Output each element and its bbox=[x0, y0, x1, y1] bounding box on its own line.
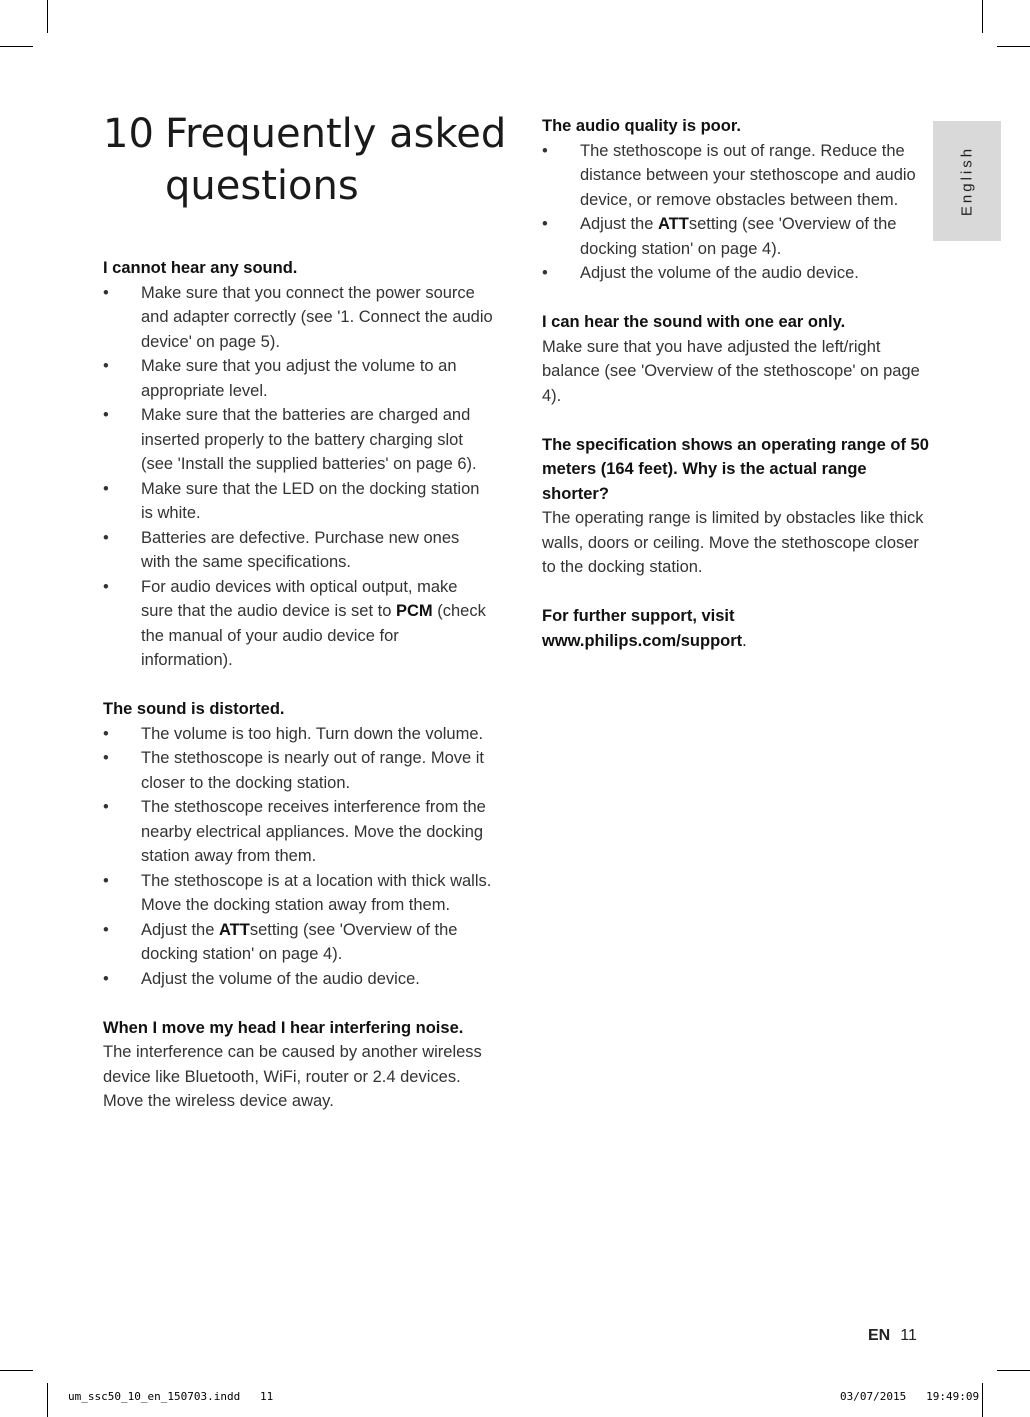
faq-bullet-list bbox=[542, 139, 934, 286]
list-item-text: (check the manual of your audio device for information). bbox=[141, 602, 486, 669]
list-item-text: The volume is too high. Turn down the volume. bbox=[141, 724, 484, 743]
faq-distorted bbox=[103, 697, 493, 991]
list-item bbox=[103, 403, 493, 477]
right-column bbox=[542, 114, 934, 678]
language-tab-label: English bbox=[958, 145, 976, 217]
faq-range bbox=[542, 433, 934, 580]
support-line bbox=[542, 629, 934, 654]
bullet-icon: • bbox=[103, 724, 109, 743]
list-item-text: The stethoscope receives interference from the nearby electrical appliances. Move the docking station away from them. bbox=[141, 798, 486, 865]
list-item bbox=[103, 281, 493, 355]
list-item-text: setting (see 'Overview of the docking station' on page 4). bbox=[580, 215, 897, 258]
print-slug-timestamp: 03/07/2015 19:49:09 bbox=[840, 1390, 980, 1403]
bullet-icon: • bbox=[103, 283, 109, 302]
list-item-text: The stethoscope is out of range. Reduce the distance between your stethoscope and audio device, or remove obstacles between them. bbox=[580, 141, 916, 209]
faq-head-noise bbox=[103, 1016, 493, 1114]
list-item bbox=[103, 722, 493, 747]
faq-question: I can hear the sound with one ear only. bbox=[542, 313, 846, 331]
crop-mark bbox=[997, 46, 1030, 47]
faq-question: I cannot hear any sound. bbox=[103, 259, 298, 277]
list-item bbox=[103, 354, 493, 403]
language-tab bbox=[933, 121, 1001, 241]
chapter-title-line1: Frequently asked bbox=[165, 111, 507, 157]
list-item bbox=[103, 869, 493, 918]
list-item-text: Make sure that the LED on the docking station is white. bbox=[141, 479, 480, 522]
chapter-title-line2: questions bbox=[165, 163, 359, 209]
bullet-icon: • bbox=[542, 141, 548, 160]
list-item bbox=[103, 967, 493, 992]
crop-mark bbox=[982, 0, 983, 33]
faq-answer: The interference can be caused by another wireless device like Bluetooth, WiFi, router or 2.4 devices. Move the wireless device away. bbox=[103, 1043, 482, 1110]
faq-question: When I move my head I hear interfering noise. bbox=[103, 1018, 464, 1037]
faq-question: The sound is distorted. bbox=[103, 700, 285, 718]
faq-poor-quality bbox=[542, 114, 934, 286]
print-slug-file: um_ssc50_10_en_150703.indd 11 bbox=[68, 1390, 274, 1403]
bullet-icon: • bbox=[103, 749, 109, 767]
faq-answer: Make sure that you have adjusted the left/right balance (see 'Overview of the stethoscope' on page 4). bbox=[542, 337, 920, 405]
list-item-text: Adjust the bbox=[141, 920, 219, 939]
list-item-text: Make sure that you adjust the volume to an appropriate level. bbox=[141, 357, 457, 400]
att-setting-label: ATT bbox=[218, 920, 250, 939]
crop-mark bbox=[0, 46, 33, 47]
bullet-icon: • bbox=[542, 264, 548, 282]
list-item-text: Adjust the volume of the audio device. bbox=[141, 969, 420, 988]
bullet-icon: • bbox=[103, 577, 109, 596]
bullet-icon: • bbox=[103, 920, 109, 939]
list-item bbox=[542, 212, 934, 261]
bullet-icon: • bbox=[103, 528, 109, 547]
page-language-code: EN bbox=[868, 1327, 891, 1344]
crop-mark bbox=[47, 1383, 48, 1417]
list-item-text: For audio devices with optical output, make sure that the audio device is set to bbox=[141, 577, 458, 620]
bullet-icon: • bbox=[103, 406, 109, 424]
list-item-text: Make sure that the batteries are charged and inserted properly to the battery charging slot (see 'Install the supplied batteries' on page 6). bbox=[141, 406, 477, 473]
list-item-text: setting (see 'Overview of the docking station' on page 4). bbox=[141, 920, 458, 963]
list-item-text: Batteries are defective. Purchase new ones with the same specifications. bbox=[141, 528, 460, 571]
faq-question: The specification shows an operating range of 50 meters (164 feet). Why is the actual range shorter? bbox=[542, 435, 929, 503]
bullet-icon: • bbox=[103, 479, 109, 498]
list-item bbox=[103, 795, 493, 869]
list-item-text: Make sure that you connect the power source and adapter correctly (see '1. Connect the audio device' on page 5). bbox=[141, 283, 493, 351]
bullet-icon: • bbox=[103, 871, 109, 890]
list-item bbox=[542, 139, 934, 213]
list-item-text: The stethoscope is nearly out of range. Move it closer to the docking station. bbox=[141, 749, 485, 792]
support-suffix: . bbox=[742, 631, 747, 650]
list-item-text: Adjust the bbox=[580, 215, 658, 233]
left-column bbox=[103, 256, 493, 1138]
pcm-setting-label: PCM bbox=[396, 602, 433, 620]
crop-mark bbox=[47, 0, 48, 33]
support-link[interactable]: www.philips.com/support bbox=[542, 631, 743, 650]
faq-answer: The operating range is limited by obstacles like thick walls, doors or ceiling. Move the stethoscope closer to the docking station. bbox=[542, 509, 924, 576]
list-item bbox=[103, 746, 493, 795]
page-number-value: 11 bbox=[900, 1327, 917, 1344]
list-item-text: Adjust the volume of the audio device. bbox=[580, 264, 859, 282]
faq-bullet-list bbox=[103, 722, 493, 992]
faq-no-sound bbox=[103, 256, 493, 673]
list-item bbox=[103, 477, 493, 526]
support-heading: For further support, visit bbox=[542, 607, 735, 625]
crop-mark bbox=[997, 1370, 1030, 1371]
chapter-heading bbox=[103, 108, 523, 212]
list-item-text: The stethoscope is at a location with thick walls. Move the docking station away from them. bbox=[141, 871, 492, 914]
faq-one-ear bbox=[542, 310, 934, 408]
bullet-icon: • bbox=[103, 798, 109, 816]
chapter-number: 10 bbox=[103, 111, 154, 157]
list-item bbox=[103, 526, 493, 575]
list-item bbox=[103, 918, 493, 967]
faq-question: The audio quality is poor. bbox=[542, 117, 741, 135]
list-item bbox=[542, 261, 934, 286]
crop-mark bbox=[982, 1383, 983, 1417]
crop-mark bbox=[0, 1370, 33, 1371]
att-setting-label: ATT bbox=[657, 215, 689, 233]
bullet-icon: • bbox=[103, 357, 109, 375]
list-item bbox=[103, 575, 493, 673]
page-number bbox=[868, 1327, 917, 1345]
faq-bullet-list bbox=[103, 281, 493, 673]
bullet-icon: • bbox=[103, 969, 109, 988]
support-info bbox=[542, 604, 934, 653]
bullet-icon: • bbox=[542, 215, 548, 233]
